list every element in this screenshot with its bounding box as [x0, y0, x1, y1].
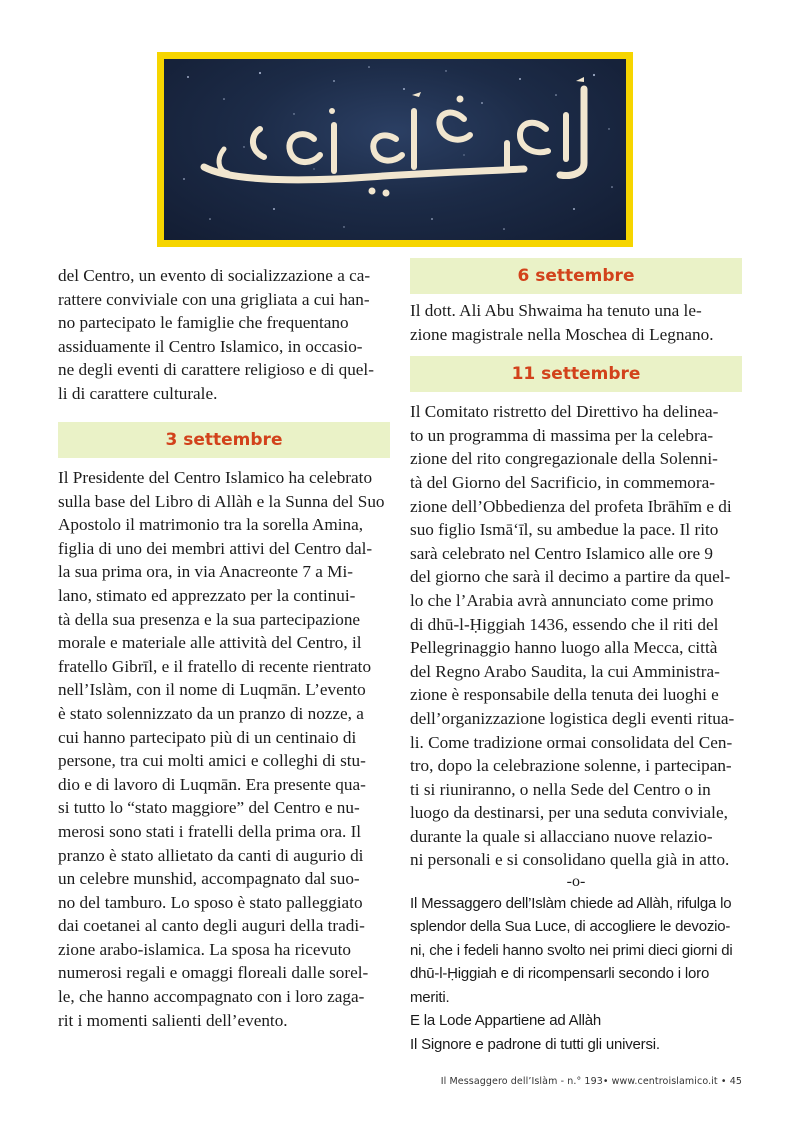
right-column	[410, 258, 742, 1056]
intro-paragraph: del Centro, un evento di socializzazione a ca- rattere conviviale con una grigliata a cui han- no partecipato le famiglie che frequentano assiduamente il Centro Islamico, in occasio- ne degli eventi di carattere religioso e di quel- li di carattere culturale.	[58, 266, 374, 403]
left-column	[58, 264, 390, 1032]
paragraph-11-settembre: Il Comitato ristretto del Direttivo ha delinea- to un programma di massima per la celebra- zione del rito congregazionale della Solenni- tà del Giorno del Sacrificio, in commemora- zione dell’Obbedienza del profeta Ibrāhīm e di suo figlio Ismā‘īl, su ambedue la pace. Il rito sarà celebrato nel Centro Islamico alle ore 9 del giorno che sarà il decimo a partire da quel- lo che l’Arabia avrà annunciato come primo di dhū-l-Ḥiggiah 1436, essendo che il riti del Pellegrinaggio hanno luogo alla Mecca, città del Regno Arabo Saudita, la cui Amministra- zione è responsabile della tenuta dei luoghi e dell’organizzazione logistica degli eventi ritua- li. Come tradizione ormai consolidata del Cen- tro, dopo la celebrazione solenne, i partecipan- ti si riuniranno, o nella Sede del Centro o in luogo da destinarsi, per una seduta conviviale, durante la quale si allacciano nuove relazio- ni personali e si consolidano quella già in atto.	[410, 402, 735, 870]
section-separator: -o-	[566, 873, 586, 891]
closing-prayer: Il Messaggero dell’Islàm chiede ad Allàh, rifulga lo splendor della Sua Luce, di accogliere le devozio- ni, che i fedeli hanno svolto nei primi dieci giorni di dhū-l-Ḥiggiah e di ricompensarli secondo i loro meriti. E la Lode Appartiene ad Allàh Il Signore e padrone di tutti gli universi.	[410, 895, 733, 1053]
eid-greeting-banner	[157, 52, 633, 247]
section-heading-11-settembre: 11 settembre	[410, 356, 742, 392]
paragraph-3-settembre: Il Presidente del Centro Islamico ha celebrato sulla base del Libro di Allàh e la Sunna del Suo Apostolo il matrimonio tra la sorella Amina, figlia di uno dei membri attivi del Centro dal- la sua prima ora, in via Anacreonte 7 a Mi- lano, stimato ed apprezzato per la continui- tà della sua presenza e la sua partecipazione morale e materiale alle attività del Centro, il fratello Gibrīl, e il fratello di recente rientrato nell’Islàm, con il nome di Luqmān. L’evento è stato solennizzato da un pranzo di nozze, a cui hanno partecipato più di un centinaio di persone, tra cui molti amici e colleghi di stu- dio e di lavoro di Luqmān. Era presente qua- si tutto lo “stato maggiore” del Centro e nu- merosi sono stati i fratelli della prima ora. Il pranzo è stato allietato da canti di augurio di un celebre munshid, accompagnato dal suo- no del tamburo. Lo sposo è stato palleggiato dai coetanei al canto degli auguri della tradi- zione arabo-islamica. La sposa ha ricevuto numerosi regali e omaggi floreali dalle sorel- le, che hanno accompagnato con i loro zaga- rit i momenti salienti dell’evento.	[58, 468, 385, 1030]
section-heading-3-settembre: 3 settembre	[58, 422, 390, 458]
page-footer: Il Messaggero dell’Islàm - n.° 193• www.centroislamico.it • 45	[440, 1076, 742, 1087]
section-heading-6-settembre: 6 settembre	[410, 258, 742, 294]
arabic-calligraphy-image	[164, 59, 626, 240]
paragraph-6-settembre: Il dott. Ali Abu Shwaima ha tenuto una le- zione magistrale nella Moschea di Legnano.	[410, 301, 714, 344]
banner-night-sky	[164, 59, 626, 240]
